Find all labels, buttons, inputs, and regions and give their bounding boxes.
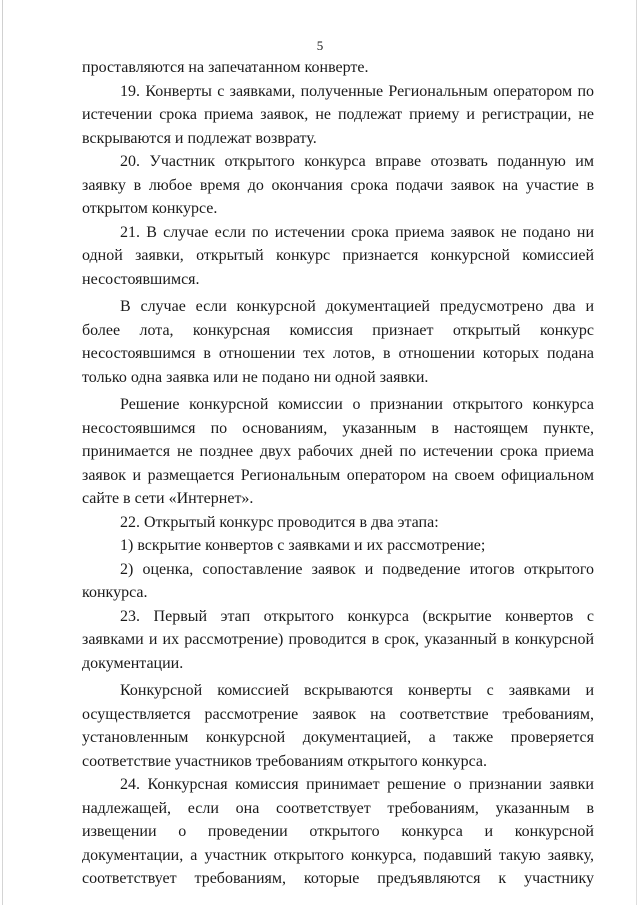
text-line: документации. [82, 654, 184, 672]
text-line: соответствует требованиям, которые предъявляются к участнику [82, 870, 594, 887]
text-line: несостоявшимся. [82, 270, 200, 288]
text-line: принимается не позднее двух рабочих дней по истечении срока приема [82, 443, 594, 460]
text-line: только одна заявка или не подано ни одной заявки. [82, 368, 429, 386]
text-line: более лота, конкурсная комиссия признает открытый конкурс [82, 321, 594, 339]
text-line: конкурса. [82, 584, 148, 601]
scan-edge-right [636, 0, 637, 905]
text-line: открытом конкурсе. [82, 200, 218, 217]
text-line: 20. Участник открытого конкурса вправе отозвать поданную им [120, 153, 594, 170]
text-line: истечении срока приема заявок, не подлежат приему и регистрации, не [82, 106, 594, 123]
text-line: заявку в любое время до окончания срока подачи заявок на участие в [82, 176, 594, 194]
text-line: сайте в сети «Интернет». [82, 490, 254, 507]
text-line: Конкурсной комиссией вскрываются конверты с заявками и [120, 682, 594, 699]
text-line: 21. В случае если по истечении срока приема заявок не подано ни [120, 223, 594, 241]
document-body [82, 56, 594, 891]
text-line: несостоявшимся в отношении тех лотов, в отношении которых подана [82, 345, 594, 362]
text-line: В случае если конкурсной документацией предусмотрено два и [120, 298, 594, 315]
text-line: надлежащей, если она соответствует требованиям, указанным в [82, 799, 594, 817]
text-line: заявками и их рассмотрение) проводится в срок, указанный в конкурсной [82, 631, 594, 648]
text-line: 24. Конкурсная комиссия принимает решение о признании заявки [120, 776, 594, 793]
text-line: заявок и размещается Региональным оператором на своем официальном [82, 466, 594, 484]
text-line: одной заявки, открытый конкурс признается конкурсной комиссией [82, 247, 594, 264]
text-line: Решение конкурсной комиссии о признании открытого конкурса [120, 396, 594, 413]
text-line: осуществляется рассмотрение заявок на соответствие требованиям, [82, 705, 594, 723]
text-line: установленным конкурсной документацией, а также проверяется [82, 729, 594, 746]
page-number: 5 [316, 38, 324, 53]
text-line: вскрываются и подлежат возврату. [82, 129, 317, 147]
text-line: документации, а участник открытого конкурса, подавший такую заявку, [82, 846, 594, 864]
text-line: извещении о проведении открытого конкурса и конкурсной [82, 823, 594, 840]
text-line: 2) оценка, сопоставление заявок и подведение итогов открытого [120, 560, 594, 578]
text-line: 19. Конверты с заявками, полученные Региональным оператором по [120, 82, 594, 100]
scan-edge-left [2, 0, 3, 905]
text-line: 22. Открытый конкурс проводится в два этапа: [120, 513, 439, 531]
text-line: соответствие участников требованиям открытого конкурса. [82, 752, 488, 770]
text-line: 23. Первый этап открытого конкурса (вскрытие конвертов с [120, 607, 594, 625]
text-line: несостоявшимся по основаниям, указанным в настоящем пункте, [82, 419, 594, 437]
text-line: 1) вскрытие конвертов с заявками и их рассмотрение; [120, 537, 486, 554]
text-line: проставляются на запечатанном конверте. [82, 59, 369, 76]
